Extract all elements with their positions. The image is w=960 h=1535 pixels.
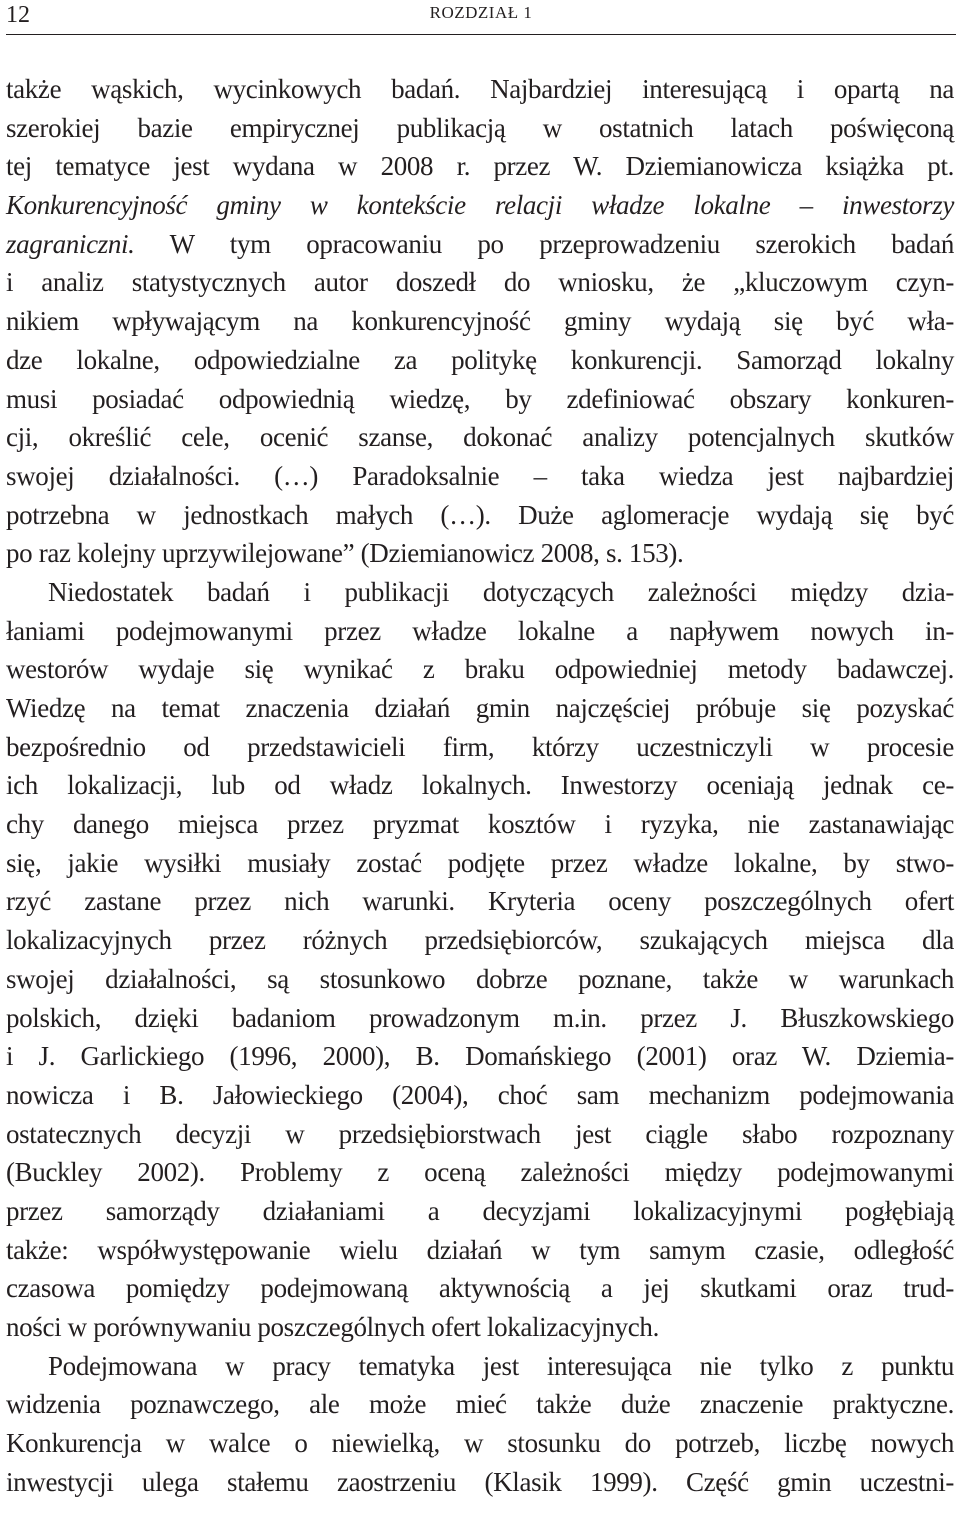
- text-line: [6, 496, 954, 535]
- line-text: swojej działalności, są stosunkowo dobrze poznane, także w warunkach: [6, 963, 954, 994]
- line-text: swojej działalności. (…) Paradoksalnie – taka wiedza jest najbardziej: [6, 460, 954, 491]
- text-line: [6, 147, 954, 186]
- line-text: i J. Garlickiego (1996, 2000), B. Domańskiego (2001) oraz W. Dziemia-: [6, 1041, 954, 1072]
- line-text: także wąskich, wycinkowych badań. Najbardziej interesującą i opartą na: [6, 74, 954, 104]
- text-line: [6, 1231, 954, 1270]
- text-line: [6, 70, 954, 109]
- text-line: [6, 1308, 954, 1347]
- line-text: chy danego miejsca przez pryzmat kosztów i ryzyka, nie zastanawiając: [6, 809, 954, 840]
- line-text: tej tematyce jest wydana w 2008 r. przez W. Dziemianowicza książka pt.: [6, 151, 954, 182]
- chapter-title: ROZDZIAŁ 1: [429, 3, 533, 22]
- line-text: Wiedzę na temat znaczenia działań gmin najczęściej próbuje się pozyskać: [6, 693, 954, 723]
- line-text: musi posiadać odpowiednią wiedzę, by zdefiniować obszary konkuren-: [6, 383, 954, 414]
- line-text: W tym opracowaniu po przeprowadzeniu szerokich badań: [134, 228, 954, 259]
- line-text: nikiem wpływającym na konkurencyjność gminy wydają się być wła-: [6, 306, 954, 337]
- line-text: rzyć zastane przez nich warunki. Kryteria oceny poszczególnych ofert: [6, 886, 954, 917]
- line-text: także: współwystępowanie wielu działań w tym samym czasie, odległość: [6, 1234, 954, 1265]
- text-line: [6, 263, 954, 302]
- text-line: [6, 650, 954, 689]
- line-text: Niedostatek badań i publikacji dotyczących zależności między dzia-: [48, 576, 954, 607]
- line-text: się, jakie wysiłki musiały zostać podjęte przez władze lokalne, by stwo-: [6, 847, 954, 878]
- text-line: [6, 921, 954, 960]
- line-text: bezpośrednio od przedstawicieli firm, którzy uczestniczyli w procesie: [6, 731, 954, 762]
- line-text: ności w porównywaniu poszczególnych ofert lokalizacyjnych.: [6, 1312, 659, 1342]
- line-text: Konkurencja w walce o niewielką, w stosunku do potrzeb, liczbę nowych: [6, 1428, 954, 1459]
- text-line: [6, 1076, 954, 1115]
- text-line: [6, 380, 954, 419]
- text-line: [6, 1153, 954, 1192]
- line-text: westorów wydaje się wynikać z braku odpowiedniej metody badawczej.: [6, 654, 954, 685]
- line-text: przez samorządy działaniami a decyzjami lokalizacyjnymi pogłębiają: [6, 1195, 954, 1226]
- line-text: Podejmowana w pracy tematyka jest interesująca nie tylko z punktu: [48, 1350, 954, 1381]
- line-text: po raz kolejny uprzywilejowane” (Dziemianowicz 2008, s. 153).: [6, 538, 684, 569]
- text-line: [6, 960, 954, 999]
- text-line: [6, 999, 954, 1038]
- text-line: [6, 1269, 954, 1308]
- line-text: polskich, dzięki badaniom prowadzonym m.in. przez J. Błuszkowskiego: [6, 1002, 954, 1033]
- text-line: [6, 844, 954, 883]
- text-line: [6, 805, 954, 844]
- line-text: lokalizacyjnych przez różnych przedsiębiorców, szukających miejsca dla: [6, 925, 954, 956]
- text-line: [6, 1424, 954, 1463]
- text-line: [6, 302, 954, 341]
- line-text: dze lokalne, odpowiedzialne za politykę konkurencji. Samorząd lokalny: [6, 344, 954, 375]
- text-line: [6, 728, 954, 767]
- text-line: [6, 612, 954, 651]
- body-text: [6, 70, 954, 1501]
- line-text: szerokiej bazie empirycznej publikacją w ostatnich latach poświęconą: [6, 112, 954, 143]
- text-line: [6, 186, 954, 225]
- line-text: i analiz statystycznych autor doszedł do wniosku, że „kluczowym czyn-: [6, 267, 954, 298]
- text-line: [6, 341, 954, 380]
- text-line: [6, 1192, 954, 1231]
- line-text: (Buckley 2002). Problemy z oceną zależności między podejmowanymi: [6, 1157, 954, 1188]
- line-text: widzenia poznawczego, ale może mieć także duże znaczenie praktyczne.: [6, 1389, 954, 1420]
- italic-title: zagraniczni.: [6, 228, 135, 259]
- line-text: łaniami podejmowanymi przez władze lokalne a napływem nowych in-: [6, 615, 954, 646]
- text-line: [6, 573, 954, 612]
- line-text: ich lokalizacji, lub od władz lokalnych. Inwestorzy oceniają jednak ce-: [6, 770, 954, 801]
- line-text: cji, określić cele, ocenić szanse, dokonać analizy potencjalnych skutków: [6, 422, 954, 453]
- text-line: [6, 418, 954, 457]
- italic-title: Konkurencyjność gminy w kontekście relacji władze lokalne – inwestorzy: [6, 190, 954, 221]
- text-line: [6, 689, 954, 728]
- text-line: [6, 1037, 954, 1076]
- page-number: 12: [6, 2, 30, 28]
- line-text: ostatecznych decyzji w przedsiębiorstwach jest ciągle słabo rozpoznany: [6, 1118, 954, 1149]
- running-header: [6, 0, 956, 35]
- text-line: [6, 225, 954, 264]
- text-line: [6, 1385, 954, 1424]
- text-line: [6, 1347, 954, 1386]
- text-line: [6, 534, 954, 573]
- text-line: [6, 766, 954, 805]
- text-line: [6, 109, 954, 148]
- text-line: [6, 1463, 954, 1502]
- text-line: [6, 882, 954, 921]
- line-text: czasowa pomiędzy podejmowaną aktywnością a jej skutkami oraz trud-: [6, 1273, 954, 1304]
- line-text: nowicza i B. Jałowieckiego (2004), choć sam mechanizm podejmowania: [6, 1079, 954, 1110]
- text-line: [6, 1115, 954, 1154]
- line-text: inwestycji ulega stałemu zaostrzeniu (Klasik 1999). Część gmin uczestni-: [6, 1466, 954, 1497]
- text-line: [6, 457, 954, 496]
- line-text: potrzebna w jednostkach małych (…). Duże aglomeracje wydają się być: [6, 499, 954, 530]
